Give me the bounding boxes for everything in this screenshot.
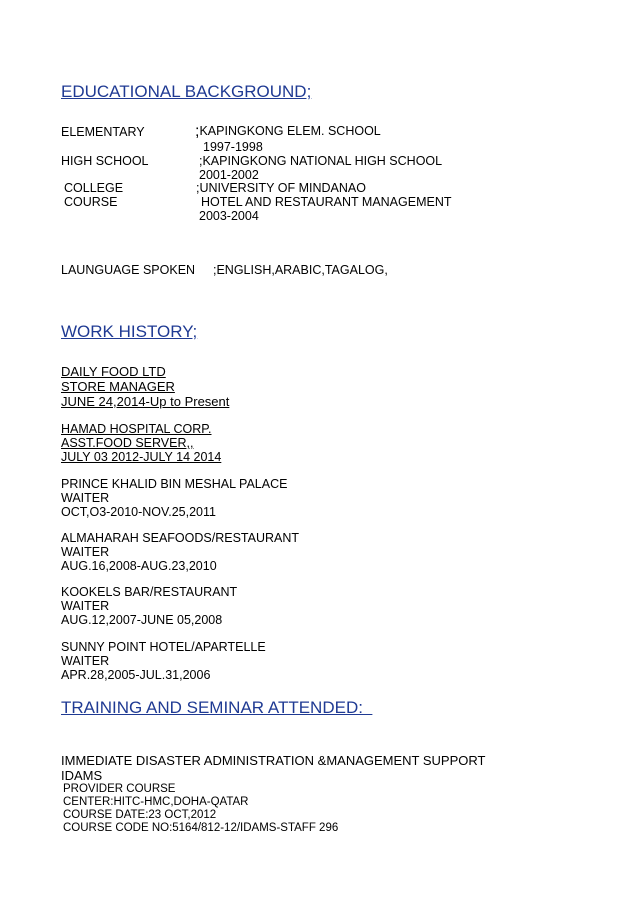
training-code: COURSE CODE NO:5164/812-12/IDAMS-STAFF 296 xyxy=(63,822,339,834)
training-title-line2: IDAMS xyxy=(61,768,103,783)
job-dates: AUG.12,2007-JUNE 05,2008 xyxy=(61,613,223,627)
job-dates: JUNE 24,2014-Up to Present xyxy=(61,394,230,409)
highschool-school: ;KAPINGKONG NATIONAL HIGH SCHOOL xyxy=(199,154,443,168)
language-value: ;ENGLISH,ARABIC,TAGALOG, xyxy=(213,263,388,277)
language-label: LAUNGUAGE SPOKEN xyxy=(61,263,196,277)
course-years: 2003-2004 xyxy=(199,209,259,223)
job-company: ALMAHARAH SEAFOODS/RESTAURANT xyxy=(61,531,300,545)
elementary-label: ELEMENTARY xyxy=(61,125,145,139)
college-school: ;UNIVERSITY OF MINDANAO xyxy=(196,181,366,195)
job-company: HAMAD HOSPITAL CORP. xyxy=(61,422,212,436)
job-dates: APR.28,2005-JUL.31,2006 xyxy=(61,668,211,682)
job-position: ASST.FOOD SERVER,, xyxy=(61,436,194,450)
job-company: KOOKELS BAR/RESTAURANT xyxy=(61,585,238,599)
training-date: COURSE DATE:23 OCT,2012 xyxy=(63,809,217,821)
elementary-school: KAPINGKONG ELEM. SCHOOL xyxy=(199,124,381,138)
job-company: PRINCE KHALID BIN MESHAL PALACE xyxy=(61,477,288,491)
job-position: WAITER xyxy=(61,545,110,559)
highschool-years: 2001-2002 xyxy=(199,168,259,182)
work-heading: WORK HISTORY; xyxy=(61,322,198,341)
course-label: COURSE xyxy=(64,195,118,209)
job-dates: OCT,O3-2010-NOV.25,2011 xyxy=(61,505,216,519)
job-position: WAITER xyxy=(61,599,110,613)
training-provider: PROVIDER COURSE xyxy=(63,783,176,795)
training-title-line1: IMMEDIATE DISASTER ADMINISTRATION &MANAGEMENT SUPPORT xyxy=(61,753,486,768)
college-label: COLLEGE xyxy=(64,181,124,195)
job-position: WAITER xyxy=(61,491,110,505)
job-company: DAILY FOOD LTD xyxy=(61,364,166,379)
course-name: HOTEL AND RESTAURANT MANAGEMENT xyxy=(201,195,452,209)
job-position: STORE MANAGER xyxy=(61,379,175,394)
elementary-school-line: ;KAPINGKONG ELEM. SCHOOL xyxy=(195,123,381,140)
job-company: SUNNY POINT HOTEL/APARTELLE xyxy=(61,640,266,654)
highschool-label: HIGH SCHOOL xyxy=(61,154,149,168)
job-dates: JULY 03 2012-JULY 14 2014 xyxy=(61,450,222,464)
job-position: WAITER xyxy=(61,654,110,668)
training-heading: TRAINING AND SEMINAR ATTENDED: xyxy=(61,698,373,717)
education-heading: EDUCATIONAL BACKGROUND; xyxy=(61,82,312,101)
job-dates: AUG.16,2008-AUG.23,2010 xyxy=(61,559,217,573)
training-center: CENTER:HITC-HMC,DOHA-QATAR xyxy=(63,796,249,808)
elementary-years: 1997-1998 xyxy=(203,140,263,154)
